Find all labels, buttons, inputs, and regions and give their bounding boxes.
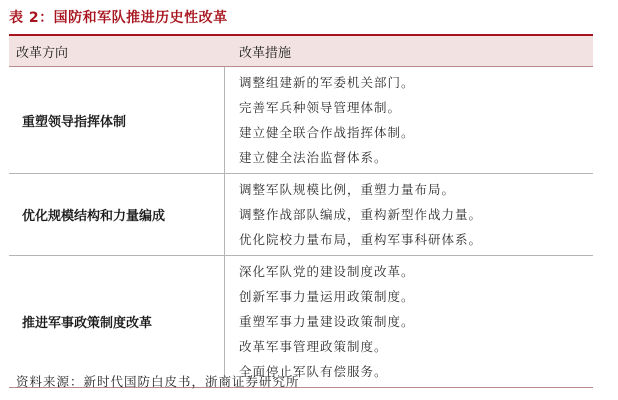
table-title: 表 2：国防和军队推进历史性改革 — [9, 10, 228, 26]
source-note: 资料来源：新时代国防白皮书，浙商证券研究所 — [16, 374, 300, 389]
table-row — [9, 67, 593, 174]
measure-item: 调整军队规模比例，重塑力量布局。 — [239, 182, 456, 197]
measure-item: 调整作战部队编成，重构新型作战力量。 — [239, 207, 483, 222]
header-direction: 改革方向 — [16, 45, 69, 61]
table-row — [9, 256, 593, 388]
measure-item: 创新军事力量运用政策制度。 — [239, 289, 415, 304]
measure-item: 建立健全联合作战指挥体制。 — [239, 125, 415, 140]
table-header — [9, 36, 593, 67]
table-row — [9, 174, 593, 256]
measure-item: 调整组建新的军委机关部门。 — [239, 75, 415, 90]
reform-measures — [225, 67, 593, 173]
measure-item: 重塑军事力量建设政策制度。 — [239, 314, 415, 329]
reform-measures — [225, 174, 593, 255]
reform-measures — [225, 256, 593, 387]
measure-item: 优化院校力量布局，重构军事科研体系。 — [239, 232, 483, 247]
reform-direction: 重塑领导指挥体制 — [9, 67, 225, 173]
measure-item: 改革军事管理政策制度。 — [239, 339, 388, 354]
measure-item: 完善军兵种领导管理体制。 — [239, 100, 402, 115]
reform-table — [9, 34, 593, 388]
header-measures: 改革措施 — [239, 45, 292, 61]
measure-item: 建立健全法治监督体系。 — [239, 150, 388, 165]
measure-item: 全面停止军队有偿服务。 — [239, 364, 388, 379]
measure-item: 深化军队党的建设制度改革。 — [239, 264, 415, 279]
reform-direction: 推进军事政策制度改革 — [9, 256, 225, 387]
reform-direction: 优化规模结构和力量编成 — [9, 174, 225, 255]
